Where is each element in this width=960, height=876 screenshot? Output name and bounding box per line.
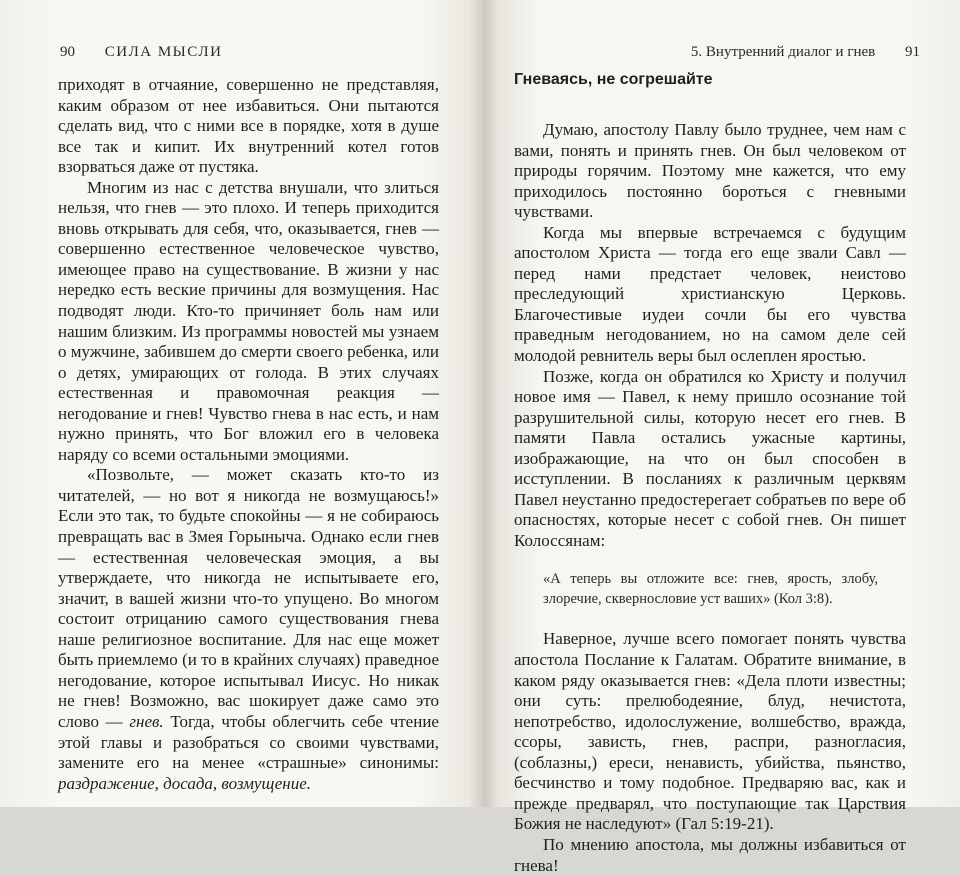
page-number-right: 91 xyxy=(905,44,920,60)
paragraph xyxy=(58,465,439,794)
paragraph: По мнению апостола, мы должны избавиться от гнева! xyxy=(514,834,906,875)
paragraph: приходят в отчаяние, совершенно не представляя, каким образом от нее избавиться. Они пытаются сделать вид, что с ними все в порядке, хотя в душе все так и кипит. Их внутренний котел готов взорваться даже от пустяка. xyxy=(58,75,439,177)
left-running-head xyxy=(60,44,222,61)
paragraph: Позже, когда он обратился ко Христу и получил новое имя — Павел, к нему пришло осознание той разрушительной силы, которую несет его гнев. В памяти Павла остались ужасные картины, изображающие, на что он был способен в исступлении. В посланиях к различным церквям Павел неустанно предостерегает собратьев по вере об опасностях, которые несет с собой гнев. Он пишет Колоссянам: xyxy=(514,366,906,550)
right-body-text xyxy=(514,120,906,876)
page-number-left: 90 xyxy=(60,44,75,60)
right-page xyxy=(484,0,960,875)
running-title-right: 5. Внутренний диалог и гнев xyxy=(690,44,876,60)
running-title-left: СИЛА МЫСЛИ xyxy=(104,44,223,60)
paragraph-text: «Позвольте, — может сказать кто-то из читателей, — но вот я никогда не возмущаюсь!» Если это так, то будьте спокойны — я не собираюсь превращать вас в Змея Горыныча. Однако если гнев — естественная человеческая эмоция, а вы утверждаете, что никогда не испытываете его, значит, в вашей жизни что-то упущено. Во многом состоит отрицанию самого существования гнева наше религиозное воспитание. Для нас еще может быть приемлемо (и то в крайних случаях) праведное негодование, которое испытывал Иисус. Но никак не гнев! Возможно, вас шокирует даже само это слово — xyxy=(58,465,439,731)
right-running-head xyxy=(691,44,920,61)
paragraph-text: Тогда, чтобы облегчить себе чтение этой главы и разобраться со своими чувствами, замените его на менее «страшные» синонимы: xyxy=(58,711,439,773)
left-page xyxy=(0,0,484,807)
paragraph: Когда мы впервые встречаемся с будущим апостолом Христа — тогда его еще звали Савл — перед нами предстает человек, неистово преследующий христианскую Церковь. Благочестивые иудеи сочли бы его чувства праведным негодованием, но на самом деле сей молодой ревнитель веры был ослеплен яростью. xyxy=(514,222,906,366)
emphasis-text: гнев. xyxy=(129,711,164,731)
section-heading: Гневаясь, не согрешайте xyxy=(514,71,713,88)
left-body-text xyxy=(58,75,439,794)
paragraph: Наверное, лучше всего помогает понять чувства апостола Послание к Галатам. Обратите внимание, в каком ряду оказывается гнев: «Дела плоти известны; они суть: прелюбодеяние, блуд, нечистота, непотребство, идолослужение, волшебство, вражда, ссоры, зависть, гнев, распри, разногласия, (соблазны,) ереси, ненависть, убийства, пьянство, бесчинство и тому подобное. Предваряю вас, как и прежде предварял, что поступающие так Царствия Божия не наследуют» (Гал 5:19-21). xyxy=(514,629,906,834)
paragraph: Многим из нас с детства внушали, что злиться нельзя, что гнев — это плохо. И теперь приходится вновь открывать для себя, что, оказывается, гнев — совершенно естественное человеческое чувство, имеющее право на существование. В жизни у нас нередко есть веские причины для возмущения. Нас подводят люди. Кто-то причиняет боль нам или нашим близким. Из программы новостей мы узнаем о мужчине, забившем до смерти своего ребенка, или о детях, умирающих от голода. В этих случаях естественная и правомочная реакция — негодование и гнев! Чувство гнева в нас есть, и нам нужно принять, что Бог вложил его в человека наряду со всеми остальными эмоциями. xyxy=(58,177,439,464)
emphasis-text: раздражение, досада, возмущение. xyxy=(58,773,311,793)
paragraph: Думаю, апостолу Павлу было труднее, чем нам с вами, понять и принять гнев. Он был человеком от природы горячим. Поэтому мне кажется, что ему приходилось постоянно бороться с гневными чувствами. xyxy=(514,120,906,222)
scripture-quote: «А теперь вы отложите все: гнев, ярость, злобу, злоречие, сквернословие уст ваших» (Кол 3:8). xyxy=(543,571,878,608)
